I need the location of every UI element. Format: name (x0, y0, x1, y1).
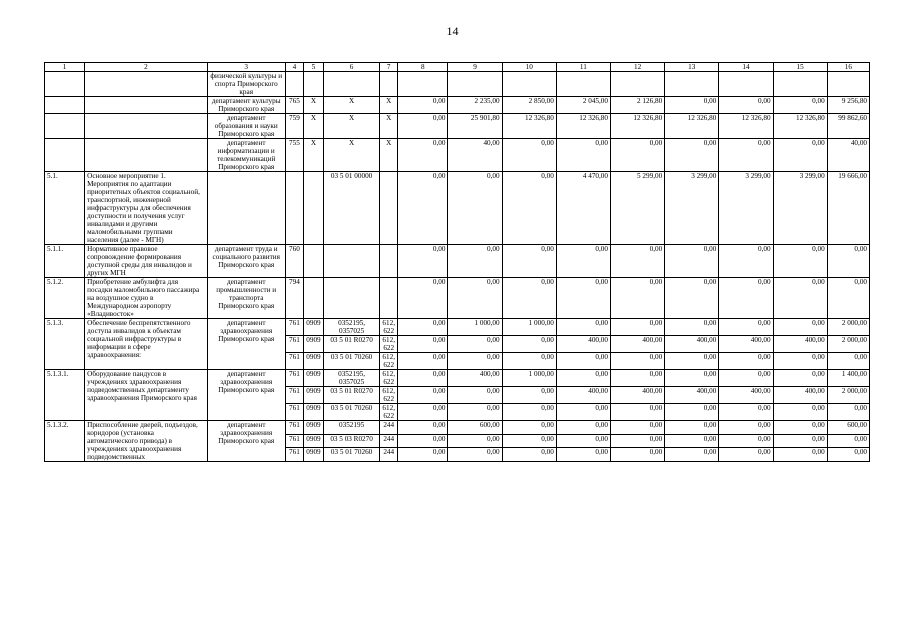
row-value-v8: 0,00 (398, 114, 448, 139)
row-value-v14: 0,00 (719, 245, 773, 278)
row-value-v13: 0,00 (665, 97, 719, 114)
row-value-v13: 0,00 (665, 404, 719, 421)
row-value-v16: 0,00 (827, 448, 869, 462)
row-value-v16 (827, 72, 869, 97)
row-value-v13 (665, 72, 719, 97)
row-value-v12 (610, 72, 664, 97)
row-value-v16: 40,00 (827, 139, 869, 172)
row-grbs: 761 (285, 370, 303, 387)
row-csr: 03 5 03 R0270 (323, 434, 379, 448)
row-value-v14: 12 326,80 (719, 114, 773, 139)
row-value-v15: 0,00 (773, 448, 827, 462)
row-grbs (285, 72, 303, 97)
row-value-v9: 2 235,00 (448, 97, 502, 114)
row-rzpr: 0909 (303, 448, 323, 462)
row-csr: 03 5 01 70260 (323, 448, 379, 462)
row-value-v12: 0,00 (610, 370, 664, 387)
row-csr: 0352195 (323, 421, 379, 435)
row-value-v8: 0,00 (398, 421, 448, 435)
row-code (45, 139, 85, 172)
row-code: 5.1.3. (45, 319, 85, 370)
row-value-v10: 1 000,00 (502, 370, 556, 387)
column-header: 15 (773, 63, 827, 72)
row-grbs: 759 (285, 114, 303, 139)
row-value-v11: 4 470,00 (556, 172, 610, 245)
row-vr: 612, 622 (380, 370, 398, 387)
row-value-v12: 2 126,80 (610, 97, 664, 114)
row-value-v14: 0,00 (719, 97, 773, 114)
row-value-v13: 0,00 (665, 421, 719, 435)
row-executor: физической культуры и спорта Приморского края (207, 72, 285, 97)
row-value-v13: 0,00 (665, 353, 719, 370)
row-value-v12: 0,00 (610, 448, 664, 462)
row-value-v16: 99 862,60 (827, 114, 869, 139)
row-value-v12: 400,00 (610, 387, 664, 404)
row-vr: 244 (380, 421, 398, 435)
row-value-v8: 0,00 (398, 404, 448, 421)
row-value-v15: 0,00 (773, 319, 827, 336)
row-value-v11: 0,00 (556, 278, 610, 319)
row-value-v13: 0,00 (665, 319, 719, 336)
row-grbs: 765 (285, 97, 303, 114)
row-value-v10: 0,00 (502, 278, 556, 319)
row-value-v9: 40,00 (448, 139, 502, 172)
row-vr (380, 72, 398, 97)
row-name: Оборудование пандусов в учреждениях здравоохранения подведомственных департаменту здравоохранения Приморского края (85, 370, 207, 421)
row-value-v9: 1 000,00 (448, 319, 502, 336)
row-value-v15: 400,00 (773, 336, 827, 353)
row-value-v14: 0,00 (719, 434, 773, 448)
row-value-v16: 9 256,80 (827, 97, 869, 114)
row-grbs: 755 (285, 139, 303, 172)
row-value-v12: 0,00 (610, 245, 664, 278)
row-grbs: 761 (285, 387, 303, 404)
row-value-v8 (398, 72, 448, 97)
row-value-v14: 400,00 (719, 387, 773, 404)
row-value-v13: 0,00 (665, 448, 719, 462)
row-grbs: 794 (285, 278, 303, 319)
column-header: 10 (502, 63, 556, 72)
row-value-v10: 0,00 (502, 139, 556, 172)
row-value-v8: 0,00 (398, 370, 448, 387)
row-value-v14 (719, 72, 773, 97)
row-value-v13: 400,00 (665, 336, 719, 353)
row-executor: департамент культуры Приморского края (207, 97, 285, 114)
row-rzpr: 0909 (303, 421, 323, 435)
row-value-v13: 3 299,00 (665, 172, 719, 245)
row-value-v9: 0,00 (448, 336, 502, 353)
row-value-v11: 0,00 (556, 434, 610, 448)
row-value-v10 (502, 72, 556, 97)
row-value-v9: 400,00 (448, 370, 502, 387)
row-value-v15: 0,00 (773, 370, 827, 387)
row-value-v12: 0,00 (610, 278, 664, 319)
row-value-v15: 0,00 (773, 278, 827, 319)
row-value-v12: 5 299,00 (610, 172, 664, 245)
table-row (45, 245, 870, 278)
row-value-v9: 0,00 (448, 404, 502, 421)
row-value-v14: 0,00 (719, 370, 773, 387)
row-value-v15: 0,00 (773, 404, 827, 421)
row-rzpr: 0909 (303, 404, 323, 421)
row-value-v10: 0,00 (502, 387, 556, 404)
row-value-v16: 0,00 (827, 434, 869, 448)
row-value-v8: 0,00 (398, 245, 448, 278)
row-value-v15: 400,00 (773, 387, 827, 404)
row-value-v13: 12 326,80 (665, 114, 719, 139)
column-header: 11 (556, 63, 610, 72)
row-value-v14: 0,00 (719, 139, 773, 172)
row-rzpr (303, 245, 323, 278)
row-value-v9: 0,00 (448, 245, 502, 278)
table-row (45, 421, 870, 435)
row-value-v16: 19 666,00 (827, 172, 869, 245)
row-csr: 03 5 01 R0270 (323, 336, 379, 353)
row-value-v13: 0,00 (665, 139, 719, 172)
row-value-v14: 0,00 (719, 421, 773, 435)
row-code: 5.1.1. (45, 245, 85, 278)
row-executor: департамент здравоохранения Приморского края (207, 421, 285, 462)
row-executor (207, 172, 285, 245)
row-vr: 612, 622 (380, 353, 398, 370)
row-executor: департамент промышленности и транспорта Приморского края (207, 278, 285, 319)
column-header: 5 (303, 63, 323, 72)
row-value-v9: 25 901,80 (448, 114, 502, 139)
row-grbs: 761 (285, 319, 303, 336)
row-value-v16: 2 000,00 (827, 336, 869, 353)
row-value-v16: 2 000,00 (827, 319, 869, 336)
row-vr (380, 278, 398, 319)
row-value-v12: 0,00 (610, 404, 664, 421)
row-value-v15: 0,00 (773, 421, 827, 435)
row-value-v14: 400,00 (719, 336, 773, 353)
row-value-v14: 0,00 (719, 353, 773, 370)
row-value-v10: 0,00 (502, 404, 556, 421)
row-value-v16: 0,00 (827, 278, 869, 319)
row-value-v14: 0,00 (719, 278, 773, 319)
row-rzpr: 0909 (303, 336, 323, 353)
row-value-v12: 400,00 (610, 336, 664, 353)
row-value-v12: 0,00 (610, 434, 664, 448)
row-value-v14: 0,00 (719, 319, 773, 336)
row-vr: Х (380, 139, 398, 172)
row-value-v12: 0,00 (610, 139, 664, 172)
row-rzpr: Х (303, 97, 323, 114)
row-value-v8: 0,00 (398, 319, 448, 336)
row-rzpr (303, 72, 323, 97)
row-value-v10: 12 326,80 (502, 114, 556, 139)
row-executor: департамент здравоохранения Приморского края (207, 370, 285, 421)
row-value-v8: 0,00 (398, 278, 448, 319)
row-vr: 612, 622 (380, 336, 398, 353)
column-header: 13 (665, 63, 719, 72)
row-name: Основное мероприятие 1. Мероприятия по адаптации приоритетных объектов социальной, транспортной, инженерной инфраструктуры для обеспечения доступности и получения услуг инвалидами и другими маломобильными группами населения (далее - МГН) (85, 172, 207, 245)
column-header: 12 (610, 63, 664, 72)
row-code: 5.1.2. (45, 278, 85, 319)
column-header: 8 (398, 63, 448, 72)
row-csr: 0352195, 0357025 (323, 370, 379, 387)
row-value-v13: 0,00 (665, 370, 719, 387)
row-csr: Х (323, 114, 379, 139)
row-value-v16: 600,00 (827, 421, 869, 435)
row-rzpr (303, 278, 323, 319)
row-value-v11: 0,00 (556, 245, 610, 278)
row-value-v11: 0,00 (556, 404, 610, 421)
column-header: 16 (827, 63, 869, 72)
row-value-v13: 0,00 (665, 245, 719, 278)
row-value-v9: 0,00 (448, 387, 502, 404)
row-value-v15 (773, 72, 827, 97)
row-name: Приобретение амбулифта для посадки маломобильного пассажира на воздушное судно в Международном аэропорту «Владивосток» (85, 278, 207, 319)
budget-table (44, 62, 870, 462)
page-number: 14 (446, 24, 459, 38)
row-value-v15: 0,00 (773, 353, 827, 370)
row-value-v12: 12 326,80 (610, 114, 664, 139)
row-value-v11: 0,00 (556, 353, 610, 370)
row-grbs: 760 (285, 245, 303, 278)
row-name: Обеспечение беспрепятственного доступа инвалидов к объектам социальной инфраструктуры в информации в сфере здравоохранения: (85, 319, 207, 370)
column-header: 2 (85, 63, 207, 72)
row-name (85, 72, 207, 97)
row-value-v15: 3 299,00 (773, 172, 827, 245)
row-name: Нормативное правовое сопровождение формирования доступной среды для инвалидов и других МГН (85, 245, 207, 278)
row-grbs: 761 (285, 434, 303, 448)
row-csr: 03 5 01 70260 (323, 353, 379, 370)
row-rzpr: 0909 (303, 353, 323, 370)
row-rzpr: Х (303, 139, 323, 172)
row-vr: 612, 622 (380, 387, 398, 404)
row-value-v8: 0,00 (398, 434, 448, 448)
row-vr: 244 (380, 448, 398, 462)
row-value-v10: 1 000,00 (502, 319, 556, 336)
row-grbs: 761 (285, 421, 303, 435)
row-value-v16: 0,00 (827, 245, 869, 278)
row-rzpr: 0909 (303, 370, 323, 387)
table-row (45, 139, 870, 172)
row-executor: департамент информатизации и телекоммуникаций Приморского края (207, 139, 285, 172)
column-header: 6 (323, 63, 379, 72)
row-value-v13: 400,00 (665, 387, 719, 404)
row-value-v16: 0,00 (827, 353, 869, 370)
row-value-v11: 12 326,80 (556, 114, 610, 139)
row-executor: департамент труда и социального развития Приморского края (207, 245, 285, 278)
column-header: 7 (380, 63, 398, 72)
row-code: 5.1.3.2. (45, 421, 85, 462)
row-value-v8: 0,00 (398, 172, 448, 245)
row-value-v10: 0,00 (502, 245, 556, 278)
row-csr: Х (323, 139, 379, 172)
table-row (45, 319, 870, 336)
row-vr (380, 245, 398, 278)
row-value-v15: 12 326,80 (773, 114, 827, 139)
table-row (45, 97, 870, 114)
table-body (45, 72, 870, 462)
table-header (45, 63, 870, 72)
row-value-v12: 0,00 (610, 319, 664, 336)
row-rzpr: Х (303, 114, 323, 139)
row-value-v9: 0,00 (448, 448, 502, 462)
row-value-v9: 0,00 (448, 172, 502, 245)
row-value-v9 (448, 72, 502, 97)
row-vr: Х (380, 97, 398, 114)
row-csr: 03 5 01 00000 (323, 172, 379, 245)
row-value-v10: 0,00 (502, 434, 556, 448)
row-vr (380, 172, 398, 245)
row-value-v10: 0,00 (502, 353, 556, 370)
row-rzpr: 0909 (303, 319, 323, 336)
row-value-v8: 0,00 (398, 448, 448, 462)
row-rzpr: 0909 (303, 387, 323, 404)
row-csr: Х (323, 97, 379, 114)
row-csr: 03 5 01 70260 (323, 404, 379, 421)
row-value-v10: 2 850,00 (502, 97, 556, 114)
row-value-v8: 0,00 (398, 97, 448, 114)
row-value-v16: 0,00 (827, 404, 869, 421)
row-value-v15: 0,00 (773, 434, 827, 448)
row-value-v11: 0,00 (556, 448, 610, 462)
row-value-v8: 0,00 (398, 139, 448, 172)
row-value-v8: 0,00 (398, 353, 448, 370)
row-value-v9: 0,00 (448, 353, 502, 370)
column-header: 4 (285, 63, 303, 72)
row-code: 5.1.3.1. (45, 370, 85, 421)
row-name (85, 97, 207, 114)
row-value-v10: 0,00 (502, 448, 556, 462)
row-value-v10: 0,00 (502, 336, 556, 353)
row-value-v8: 0,00 (398, 387, 448, 404)
table-row (45, 72, 870, 97)
table-row (45, 370, 870, 387)
row-vr: 612, 622 (380, 319, 398, 336)
row-grbs: 761 (285, 353, 303, 370)
row-value-v12: 0,00 (610, 353, 664, 370)
row-value-v9: 0,00 (448, 434, 502, 448)
row-csr: 0352195, 0357025 (323, 319, 379, 336)
column-header: 9 (448, 63, 502, 72)
row-csr (323, 278, 379, 319)
row-vr: 612, 622 (380, 404, 398, 421)
row-value-v10: 0,00 (502, 421, 556, 435)
row-value-v9: 600,00 (448, 421, 502, 435)
table-row (45, 278, 870, 319)
row-value-v11: 400,00 (556, 336, 610, 353)
row-vr: 244 (380, 434, 398, 448)
row-value-v11: 0,00 (556, 421, 610, 435)
row-value-v13: 0,00 (665, 278, 719, 319)
row-value-v13: 0,00 (665, 434, 719, 448)
row-value-v11: 0,00 (556, 370, 610, 387)
column-header: 14 (719, 63, 773, 72)
row-value-v9: 0,00 (448, 278, 502, 319)
row-rzpr (303, 172, 323, 245)
row-rzpr: 0909 (303, 434, 323, 448)
row-value-v11: 0,00 (556, 139, 610, 172)
row-name: Приспособление дверей, подъездов, коридоров (установка автоматического привода) в учреждениях здравоохранения подведомственных (85, 421, 207, 462)
row-csr (323, 245, 379, 278)
row-grbs: 761 (285, 448, 303, 462)
row-code (45, 72, 85, 97)
row-name (85, 139, 207, 172)
row-value-v11: 0,00 (556, 319, 610, 336)
row-value-v11: 400,00 (556, 387, 610, 404)
row-value-v14: 0,00 (719, 404, 773, 421)
table-row (45, 172, 870, 245)
row-value-v12: 0,00 (610, 421, 664, 435)
row-executor: департамент здравоохранения Приморского края (207, 319, 285, 370)
row-csr: 03 5 01 R0270 (323, 387, 379, 404)
row-code (45, 114, 85, 139)
table-row (45, 114, 870, 139)
row-value-v15: 0,00 (773, 97, 827, 114)
row-value-v16: 2 000,00 (827, 387, 869, 404)
row-grbs: 761 (285, 404, 303, 421)
row-name (85, 114, 207, 139)
column-header: 3 (207, 63, 285, 72)
row-value-v14: 3 299,00 (719, 172, 773, 245)
row-vr: Х (380, 114, 398, 139)
row-value-v16: 1 400,00 (827, 370, 869, 387)
row-csr (323, 72, 379, 97)
row-value-v15: 0,00 (773, 245, 827, 278)
row-executor: департамент образования и науки Приморского края (207, 114, 285, 139)
row-value-v11: 2 045,00 (556, 97, 610, 114)
row-value-v8: 0,00 (398, 336, 448, 353)
row-code (45, 97, 85, 114)
row-value-v14: 0,00 (719, 448, 773, 462)
column-header: 1 (45, 63, 85, 72)
row-grbs: 761 (285, 336, 303, 353)
row-value-v11 (556, 72, 610, 97)
row-value-v10: 0,00 (502, 172, 556, 245)
row-code: 5.1. (45, 172, 85, 245)
row-value-v15: 0,00 (773, 139, 827, 172)
row-grbs (285, 172, 303, 245)
